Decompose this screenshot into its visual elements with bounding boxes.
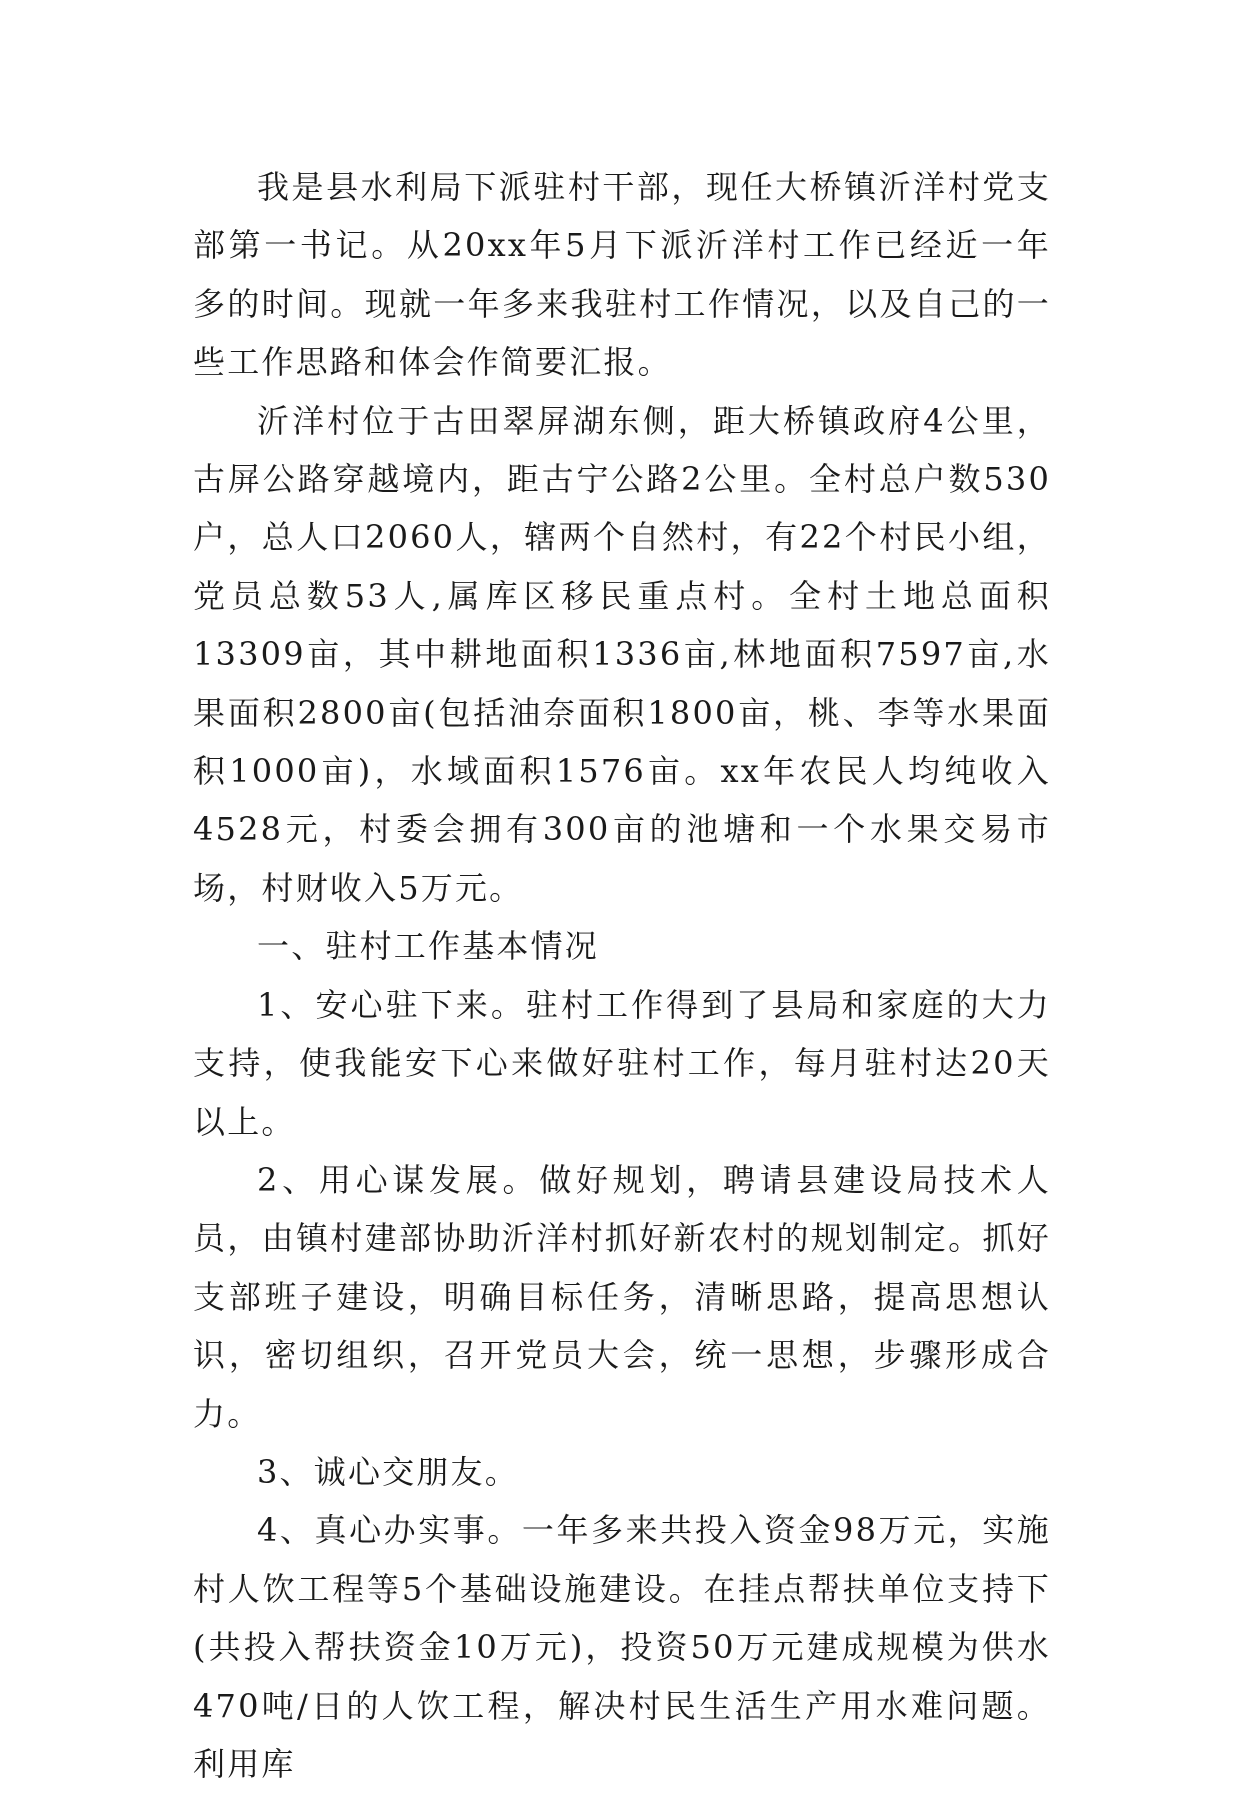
- document-body: [193, 158, 1051, 1793]
- section-heading-basic-situation: 一、驻村工作基本情况: [257, 927, 600, 966]
- paragraph-item-3: 3、诚心交朋友。: [257, 1452, 519, 1491]
- paragraph-item-1: 1、安心驻下来。驻村工作得到了县局和家庭的大力支持，使我能安下心来做好驻村工作，每月驻村达20天以上。: [193, 985, 1051, 1141]
- paragraph-village-overview: 沂洋村位于古田翠屏湖东侧，距大桥镇政府4公里，古屏公路穿越境内，距古宁公路2公里。全村总户数530户，总人口2060人，辖两个自然村，有22个村民小组，党员总数53人,属库区移民重点村。全村土地总面积13309亩，其中耕地面积1336亩,林地面积7597亩,水果面积2800亩(包括油奈面积1800亩，桃、李等水果面积1000亩)，水域面积1576亩。xx年农民人均纯收入4528元，村委会拥有300亩的池塘和一个水果交易市场，村财收入5万元。: [193, 401, 1051, 907]
- paragraph-item-4: 4、真心办实事。一年多来共投入资金98万元，实施村人饮工程等5个基础设施建设。在挂点帮扶单位支持下(共投入帮扶资金10万元)，投资50万元建成规模为供水470吨/日的人饮工程，解决村民生活生产用水难问题。利用库: [193, 1511, 1051, 1783]
- paragraph-item-2: 2、用心谋发展。做好规划，聘请县建设局技术人员，由镇村建部协助沂洋村抓好新农村的规划制定。抓好支部班子建设，明确目标任务，清晰思路，提高思想认识，密切组织，召开党员大会，统一思想，步骤形成合力。: [193, 1160, 1051, 1433]
- paragraph-intro: 我是县水利局下派驻村干部，现任大桥镇沂洋村党支部第一书记。从20xx年5月下派沂洋村工作已经近一年多的时间。现就一年多来我驻村工作情况，以及自己的一些工作思路和体会作简要汇报。: [193, 168, 1051, 382]
